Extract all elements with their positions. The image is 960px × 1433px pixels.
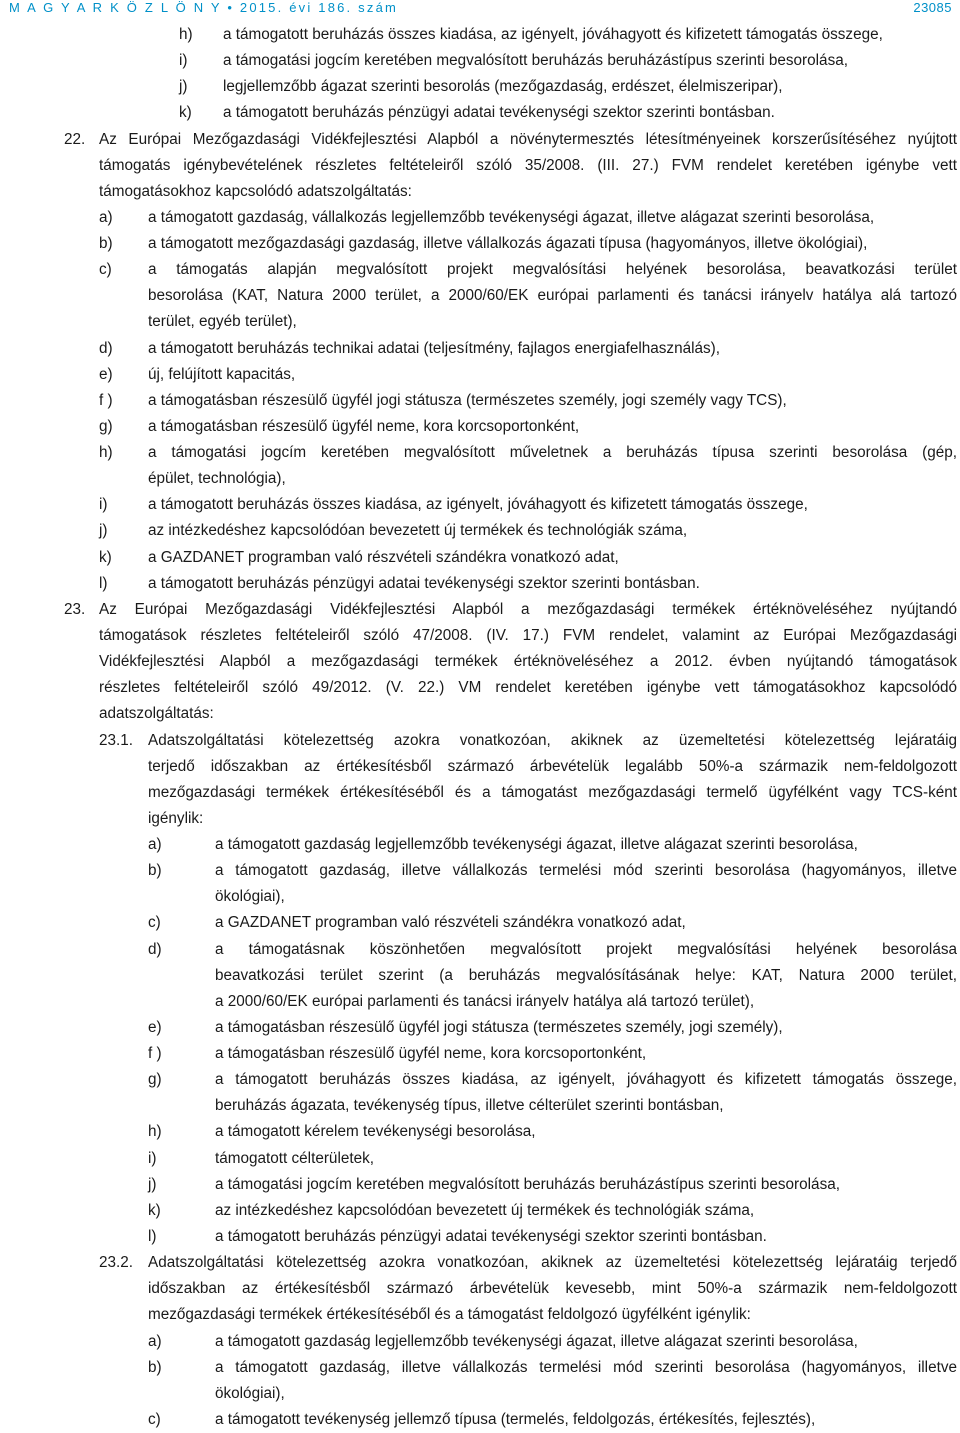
item-text: a támogatott beruházás összes kiadása, az igényelt, jóváhagyott és kifizetett támogatás összege, xyxy=(148,496,808,514)
item-text: épület, technológia), xyxy=(148,470,286,488)
item-text: igénylik: xyxy=(148,809,204,827)
item-text: a támogatásban részesülő ügyfél neme, kora korcsoportonként, xyxy=(215,1045,647,1063)
item-label: c) xyxy=(148,1410,161,1428)
item-text: a támogatott gazdaság legjellemzőbb tevékenységi ágazat, illetve alágazat szerinti besorolása, xyxy=(215,1332,858,1350)
item-text: a GAZDANET programban való részvételi szándékra vonatkozó adat, xyxy=(148,548,619,566)
item-text: Adatszolgáltatási kötelezettség azokra vonatkozóan, akiknek az üzemeltetési kötelezettség lejáratáig xyxy=(148,731,957,749)
item-text: a támogatott gazdaság, vállalkozás legjellemzőbb tevékenységi ágazat, illetve alágazat szerinti besorolása, xyxy=(148,208,875,226)
item-label: b) xyxy=(148,862,162,880)
item-text: mezőgazdasági termékek értékesítéséből és a támogatást feldolgozó ügyfélként igénylik: xyxy=(148,1306,751,1324)
item-label: j) xyxy=(179,78,188,96)
item-label: j) xyxy=(99,522,108,540)
item-text: a támogatott beruházás pénzügyi adatai tevékenységi szektor szerinti bontásban. xyxy=(223,104,775,122)
item-text: Az Európai Mezőgazdasági Vidékfejlesztési Alapból a növénytermesztés létesítményeinek korszerűsítéséhez nyújtott xyxy=(99,130,957,148)
item-label: i) xyxy=(179,52,188,70)
item-text: ökológiai), xyxy=(215,888,285,906)
item-label: j) xyxy=(148,1175,157,1193)
item-label: 23.2. xyxy=(99,1254,134,1272)
item-text: támogatások részletes feltételeiről szóló 47/2008. (IV. 17.) FVM rendelet, valamint az Európai Mezőgazdasági xyxy=(99,626,957,644)
item-label: e) xyxy=(148,1018,162,1036)
item-text: a támogatási jogcím keretében megvalósított műveletnek a beruházás típusa szerinti besorolása (gép, xyxy=(148,444,957,462)
item-text: a 2000/60/EK európai parlamenti és tanácsi irányelv hatálya alá tartozó terület), xyxy=(215,992,755,1010)
item-text: új, felújított kapacitás, xyxy=(148,365,296,383)
item-label: l) xyxy=(148,1227,157,1245)
item-label: c) xyxy=(148,914,161,932)
page-header xyxy=(9,0,952,16)
item-text: a támogatott gazdaság, illetve vállalkozás termelési mód szerinti besorolása (hagyományos, illetve xyxy=(215,1358,957,1376)
item-label: e) xyxy=(99,365,113,383)
item-text: a támogatásban részesülő ügyfél jogi státusza (természetes személy, jogi személy vagy TCS), xyxy=(148,391,787,409)
item-text: a GAZDANET programban való részvételi szándékra vonatkozó adat, xyxy=(215,914,686,932)
item-text: mezőgazdasági termékek értékesítéséből és a támogatást mezőgazdasági termelő ügyfélként vagy TCS-ként xyxy=(148,783,957,801)
item-label: b) xyxy=(148,1358,162,1376)
item-label: h) xyxy=(148,1123,162,1141)
item-text: Adatszolgáltatási kötelezettség azokra vonatkozóan, akiknek az üzemeltetési kötelezettség lejáratáig terjedő xyxy=(148,1254,957,1272)
item-label: 23. xyxy=(64,600,86,618)
item-text: terjedő időszakban az értékesítésből származó árbevételük legalább 50%-a származik nem-feldolgozott xyxy=(148,757,957,775)
page-number: 23085 xyxy=(913,0,952,15)
item-text: támogatásokhoz kapcsolódó adatszolgáltatás: xyxy=(99,182,412,200)
item-text: beruházás ágazata, tevékenység típus, illetve célterület szerinti bontásban, xyxy=(215,1097,724,1115)
item-text: ökológiai), xyxy=(215,1384,285,1402)
item-text: az intézkedéshez kapcsolódóan bevezetett új termékek és technológiák száma, xyxy=(215,1201,755,1219)
item-label: g) xyxy=(99,417,113,435)
item-label: k) xyxy=(148,1201,161,1219)
item-label: i) xyxy=(148,1149,157,1167)
item-label: a) xyxy=(148,836,162,854)
item-text: terület, egyéb terület), xyxy=(148,313,297,331)
item-text: a támogatásban részesülő ügyfél neme, kora korcsoportonként, xyxy=(148,417,580,435)
item-label: a) xyxy=(148,1332,162,1350)
item-text: a támogatott beruházás összes kiadása, az igényelt, jóváhagyott és kifizetett támogatás összege, xyxy=(223,26,883,43)
item-label: f ) xyxy=(99,391,113,409)
item-label: d) xyxy=(148,940,162,958)
item-text: a támogatási jogcím keretében megvalósított beruházás beruházástípus szerinti besorolása, xyxy=(215,1175,840,1193)
item-text: támogatott célterületek, xyxy=(215,1149,375,1167)
item-text: a támogatott mezőgazdasági gazdaság, illetve vállalkozás ágazati típusa (hagyományos, illetve ökológiai), xyxy=(148,235,868,253)
item-label: g) xyxy=(148,1071,162,1089)
item-text: adatszolgáltatás: xyxy=(99,705,214,723)
item-text: a támogatott beruházás technikai adatai (teljesítmény, fajlagos energiafelhasználás), xyxy=(148,339,720,357)
item-label: h) xyxy=(179,26,193,43)
item-label: h) xyxy=(99,444,113,462)
item-text: a támogatott beruházás pénzügyi adatai tevékenységi szektor szerinti bontásban. xyxy=(148,574,700,592)
item-label: l) xyxy=(99,574,108,592)
item-text: az intézkedéshez kapcsolódóan bevezetett új termékek és technológiák száma, xyxy=(148,522,688,540)
item-label: 23.1. xyxy=(99,731,134,749)
item-text: beavatkozási terület szerint (a beruházás megvalósításának helye: KAT, Natura 2000 terület, xyxy=(215,966,957,984)
item-text: a támogatott beruházás pénzügyi adatai tevékenységi szektor szerinti bontásban. xyxy=(215,1227,767,1245)
item-label: i) xyxy=(99,496,108,514)
item-label: c) xyxy=(99,261,112,279)
item-text: a támogatási jogcím keretében megvalósított beruházás beruházástípus szerinti besorolása, xyxy=(223,52,848,70)
item-text: támogatás igénybevételének részletes feltételeiről szóló 35/2008. (III. 27.) FVM rendelet keretében igénybe vett xyxy=(99,156,957,174)
item-text: Az Európai Mezőgazdasági Vidékfejlesztési Alapból a mezőgazdasági termékek értéknöveléséhez nyújtandó xyxy=(99,600,957,618)
item-label: d) xyxy=(99,339,113,357)
item-text: időszakban az értékesítésből származó árbevételük kevesebb, mint 50%-a származik nem-feldolgozott xyxy=(148,1280,957,1298)
item-text: Vidékfejlesztési Alapból a mezőgazdasági termékek értéknöveléséhez a 2012. évben nyújtandó támogatások xyxy=(99,653,957,671)
item-text: a támogatott tevékenység jellemző típusa (termelés, feldolgozás, értékesítés, fejlesztés), xyxy=(215,1410,816,1428)
item-text: a támogatásban részesülő ügyfél jogi státusza (természetes személy, jogi személy), xyxy=(215,1018,783,1036)
item-text: besorolása (KAT, Natura 2000 terület, a 2000/60/EK európai parlamenti és tanácsi irányelv hatálya alá tartozó xyxy=(148,287,957,305)
item-text: a támogatott beruházás összes kiadása, az igényelt, jóváhagyott és kifizetett támogatás összege, xyxy=(215,1071,957,1089)
item-text: legjellemzőbb ágazat szerinti besorolás (mezőgazdaság, erdészet, élelmiszeripar), xyxy=(223,78,783,96)
item-label: 22. xyxy=(64,130,86,148)
item-text: részletes feltételeiről szóló 49/2012. (V. 22.) VM rendelet keretében igénybe vett támogatásokhoz kapcsolódó xyxy=(99,679,957,697)
journal-running-title: M A G Y A R K Ö Z L Ö N Y • 2015. évi 186. szám xyxy=(9,0,399,15)
item-label: k) xyxy=(179,104,192,122)
item-text: a támogatott gazdaság, illetve vállalkozás termelési mód szerinti besorolása (hagyományos, illetve xyxy=(215,862,957,880)
item-text: a támogatott kérelem tevékenységi besorolása, xyxy=(215,1123,536,1141)
item-text: a támogatás alapján megvalósított projekt megvalósítási helyének besorolása, beavatkozási terület xyxy=(148,261,957,279)
item-label: a) xyxy=(99,208,113,226)
item-label: b) xyxy=(99,235,113,253)
item-label: k) xyxy=(99,548,112,566)
item-text: a támogatásnak köszönhetően megvalósított projekt megvalósítási helyének besorolása xyxy=(215,940,957,958)
item-label: f ) xyxy=(148,1045,162,1063)
item-text: a támogatott gazdaság legjellemzőbb tevékenységi ágazat, illetve alágazat szerinti besorolása, xyxy=(215,836,858,854)
